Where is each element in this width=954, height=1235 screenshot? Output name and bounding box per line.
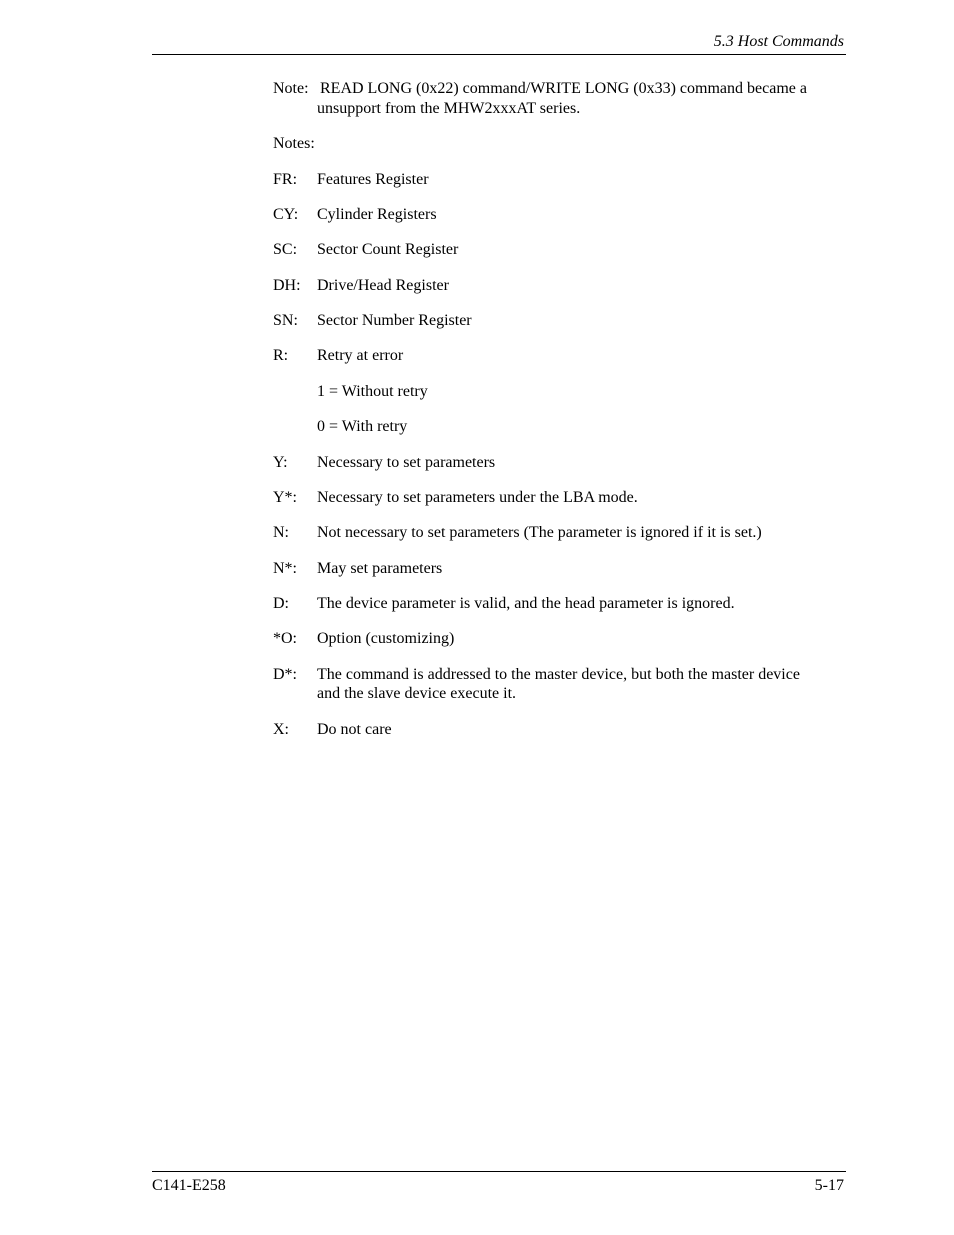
definition-key: D: bbox=[273, 595, 289, 612]
definition-text: May set parameters bbox=[317, 560, 443, 577]
definition-text: Do not care bbox=[317, 721, 392, 738]
document-id: C141-E258 bbox=[152, 1177, 226, 1194]
definition-key: FR: bbox=[273, 171, 298, 188]
definition-text: 0 = With retry bbox=[317, 418, 408, 435]
note-line-2: unsupport from the MHW2xxxAT series. bbox=[317, 100, 581, 117]
note-label: Note: bbox=[273, 80, 309, 97]
definition-text: Cylinder Registers bbox=[317, 206, 437, 223]
definition-key: SC: bbox=[273, 241, 298, 258]
definition-key: N: bbox=[273, 524, 289, 541]
definition-text: Necessary to set parameters bbox=[317, 454, 496, 471]
definition-text: 1 = Without retry bbox=[317, 383, 428, 400]
notes-heading: Notes: bbox=[273, 135, 315, 152]
definition-text: Option (customizing) bbox=[317, 630, 455, 647]
definition-text: Retry at error bbox=[317, 347, 404, 364]
definition-text: The command is addressed to the master device, but both the master device bbox=[317, 666, 800, 683]
page-number: 5-17 bbox=[814, 1177, 844, 1194]
definition-key: Y: bbox=[273, 454, 288, 471]
definition-key: SN: bbox=[273, 312, 298, 329]
definition-key: X: bbox=[273, 721, 289, 738]
definition-text: Features Register bbox=[317, 171, 429, 188]
definition-text: Sector Number Register bbox=[317, 312, 472, 329]
definition-text: Necessary to set parameters under the LBA mode. bbox=[317, 489, 638, 506]
definition-key: CY: bbox=[273, 206, 299, 223]
definition-key: R: bbox=[273, 347, 289, 364]
definition-text-continued: and the slave device execute it. bbox=[317, 685, 517, 702]
definition-key: *O: bbox=[273, 630, 297, 647]
definition-text: The device parameter is valid, and the head parameter is ignored. bbox=[317, 595, 735, 612]
header-rule bbox=[152, 54, 846, 55]
note-line-1: READ LONG (0x22) command/WRITE LONG (0x33) command became a bbox=[320, 80, 807, 97]
footer-rule bbox=[152, 1171, 846, 1172]
definition-text: Drive/Head Register bbox=[317, 277, 449, 294]
definition-key: D*: bbox=[273, 666, 297, 683]
definition-key: N*: bbox=[273, 560, 297, 577]
section-header: 5.3 Host Commands bbox=[713, 33, 844, 50]
definition-text: Sector Count Register bbox=[317, 241, 459, 258]
definition-text: Not necessary to set parameters (The parameter is ignored if it is set.) bbox=[317, 524, 762, 541]
definition-key: DH: bbox=[273, 277, 301, 294]
definition-key: Y*: bbox=[273, 489, 297, 506]
